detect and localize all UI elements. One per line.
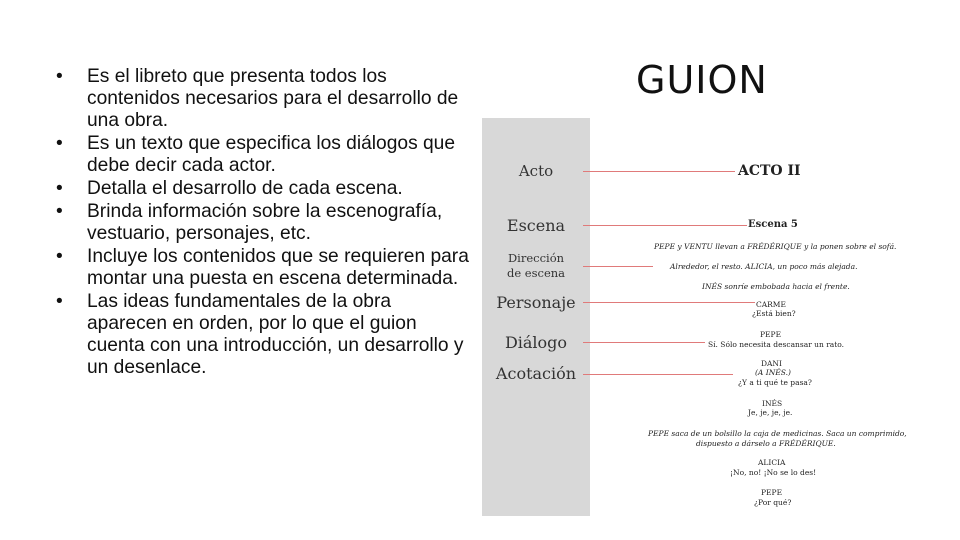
connector-acto (583, 171, 735, 172)
script-direction: PEPE y VENTU llevan a FRÉDÉRIQUE y la ponen sobre el sofá. (654, 242, 897, 251)
script-diagram (482, 118, 907, 518)
script-character-name: CARME (756, 300, 786, 309)
bullet-item: • Brinda información sobre la escenografía, vestuario, personajes, etc. (56, 201, 476, 245)
script-direction: INÉS sonríe embobada hacia el frente. (702, 282, 850, 291)
bullet-list (56, 66, 476, 380)
script-act-heading: ACTO II (738, 163, 801, 179)
script-dialogue: ¿Por qué? (754, 498, 792, 507)
script-dialogue: ¿Y a ti qué te pasa? (738, 378, 812, 387)
script-stage-note: (A INÉS.) (755, 368, 791, 377)
term-direccion-line1: Dirección (507, 251, 565, 265)
term-direccion-line2: de escena (506, 266, 566, 280)
bullet-item: • Detalla el desarrollo de cada escena. (56, 178, 476, 200)
script-dialogue: ¿Está bien? (752, 309, 796, 318)
script-dialogue: Je, je, je, je. (748, 408, 793, 417)
slide-title: GUION (636, 58, 768, 102)
script-dialogue: Sí. Sólo necesita descansar un rato. (708, 340, 845, 349)
bullet-item: • Es el libreto que presenta todos los contenidos necesarios para el desarrollo de una obra. (56, 66, 476, 132)
connector-personaje (583, 302, 755, 303)
term-acto: Acto (518, 162, 554, 180)
script-direction: dispuesto a dárselo a FRÉDÉRIQUE. (696, 439, 836, 448)
bullet-item: • Las ideas fundamentales de la obra aparecen en orden, por lo que el guion cuenta con una introducción, un desarrollo y un desenlace. (56, 291, 476, 379)
bullet-item: • Incluye los contenidos que se requieren para montar una puesta en escena determinada. (56, 246, 476, 290)
bullet-item: • Es un texto que especifica los diálogos que debe decir cada actor. (56, 133, 476, 177)
connector-acotacion (583, 374, 733, 375)
connector-escena (583, 225, 747, 226)
term-acotacion: Acotación (495, 364, 577, 383)
script-character-name: INÉS (762, 399, 783, 408)
script-character-name: DANI (761, 359, 782, 368)
script-dialogue: ¡No, no! ¡No se lo des! (730, 468, 817, 477)
term-escena: Escena (506, 216, 566, 235)
script-character-name: PEPE (760, 330, 782, 339)
term-personaje: Personaje (496, 293, 576, 312)
term-dialogo: Diálogo (504, 333, 568, 352)
script-direction: PEPE saca de un bolsillo la caja de medicinas. Saca un comprimido, (648, 429, 907, 438)
script-character-name: ALICIA (758, 458, 786, 467)
script-character-name: PEPE (761, 488, 783, 497)
script-scene-heading: Escena 5 (748, 219, 798, 230)
connector-dialogo (583, 342, 705, 343)
script-direction: Alrededor, el resto. ALICIA, un poco más alejada. (670, 262, 858, 271)
connector-direccion (583, 266, 653, 267)
